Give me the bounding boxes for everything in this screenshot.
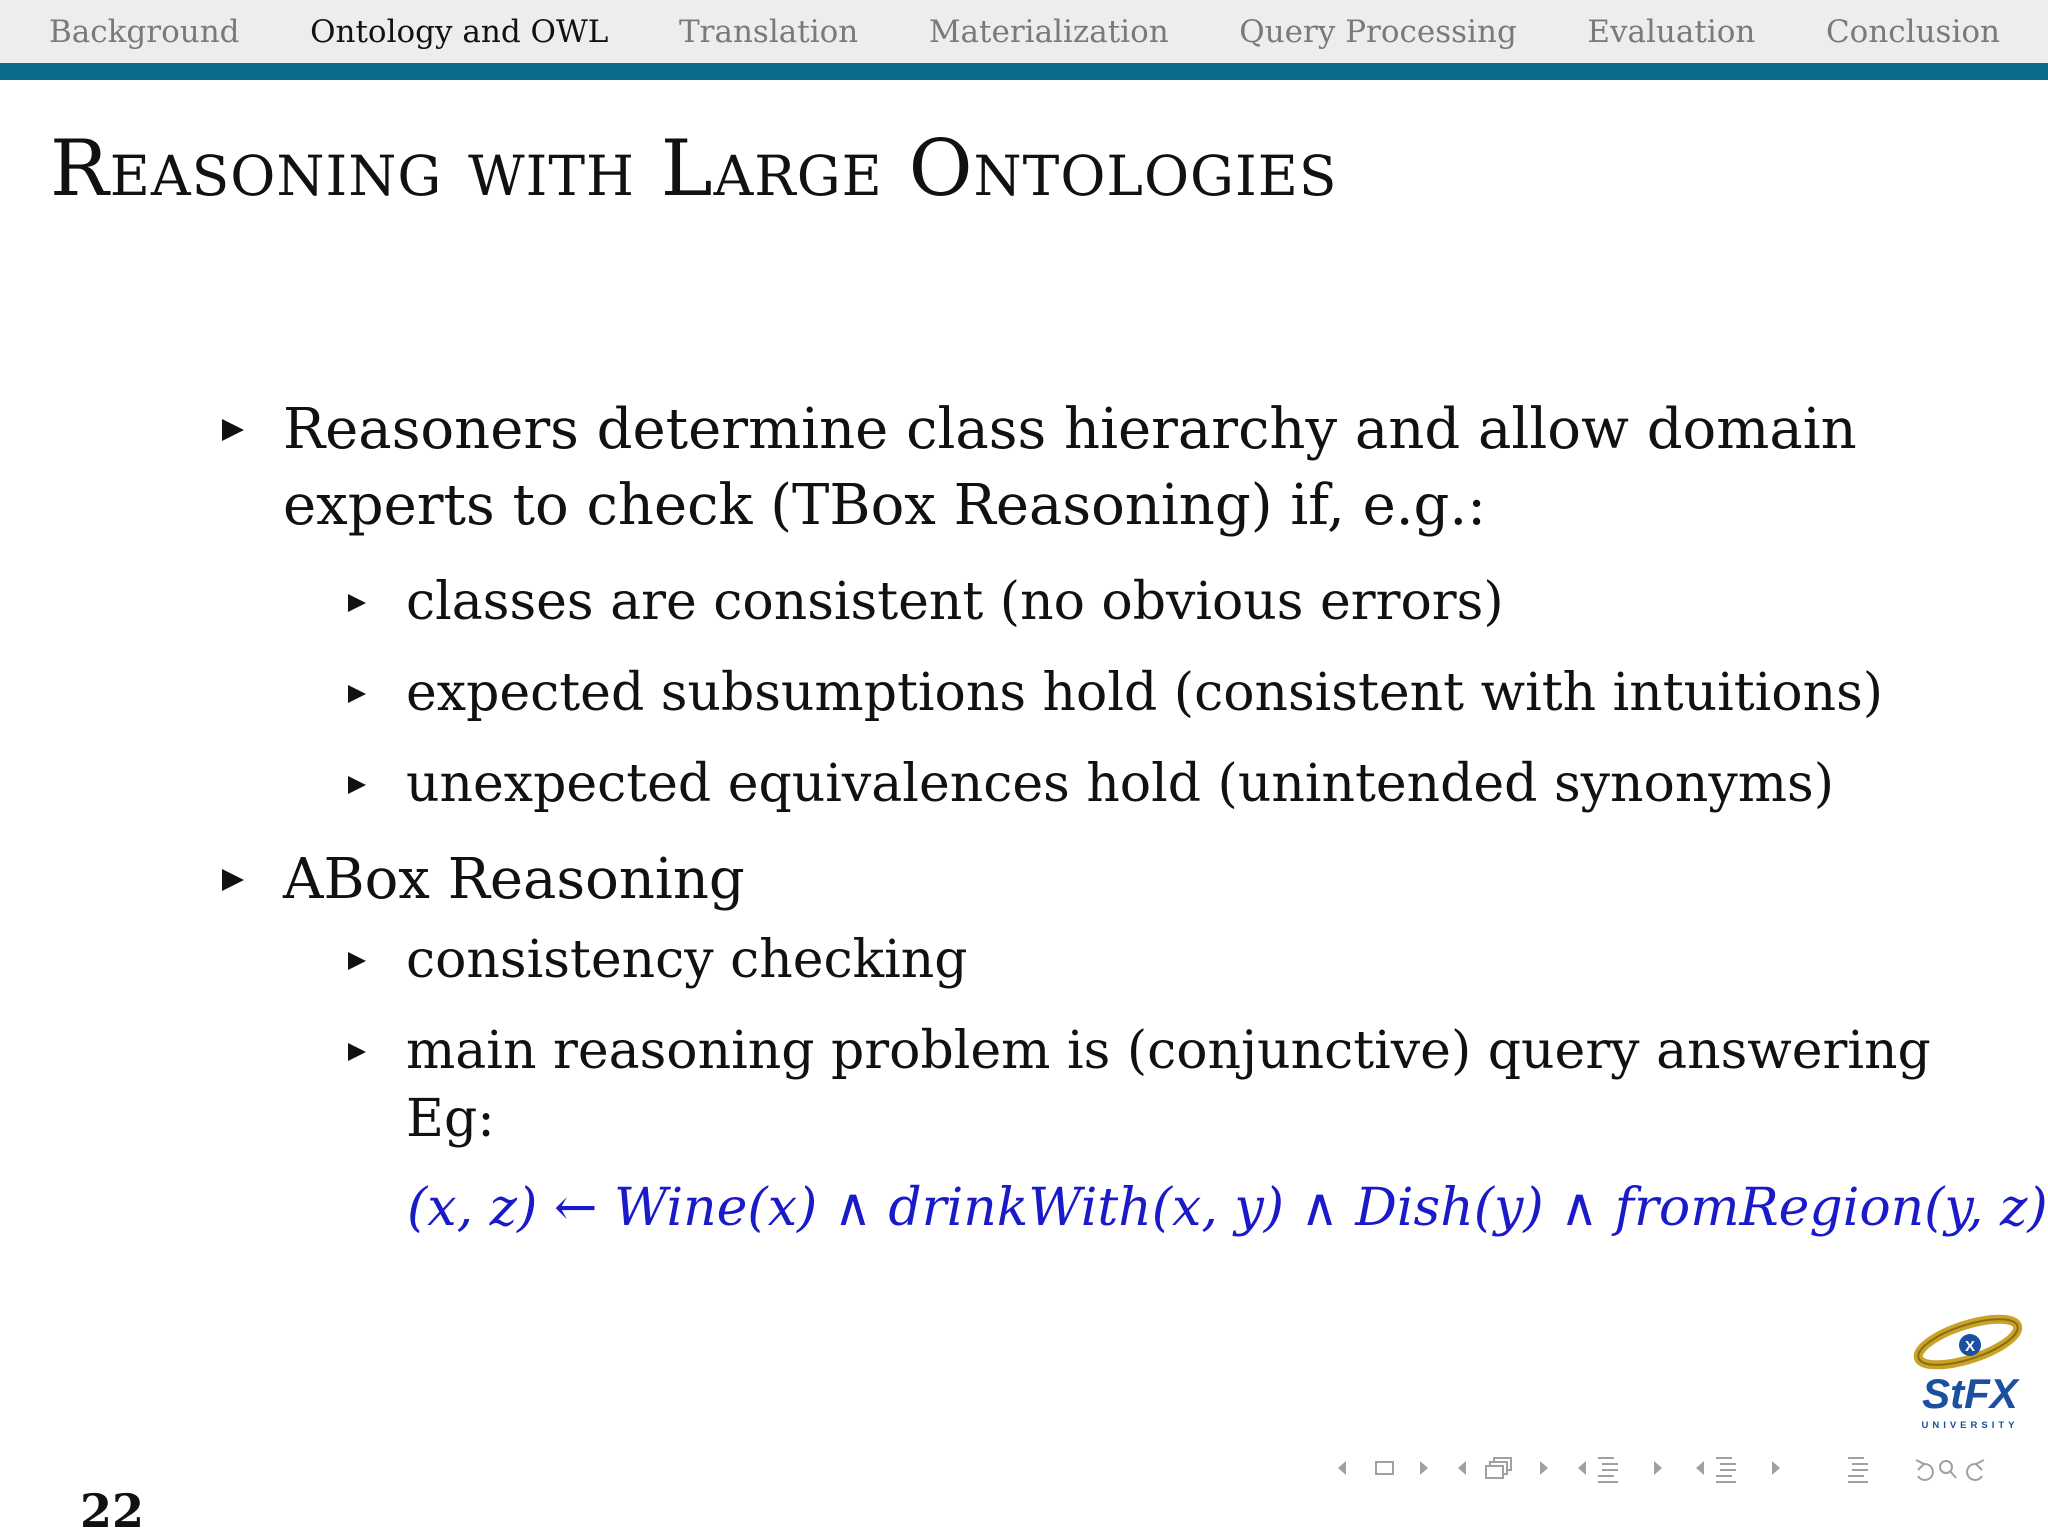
bullet-1-line-1: Reasoners determine class hierarchy and allow domain [283,397,1857,462]
next-subsection-icon[interactable] [1540,1461,1548,1475]
next-frame-icon[interactable] [1420,1461,1428,1475]
tab-materialization[interactable]: Materialization [928,13,1169,50]
previous-section-icon[interactable] [1578,1461,1586,1475]
sub-bullet-icon [348,776,366,794]
sub-bullet-icon [348,685,366,703]
sub-bullet-2-1: consistency checking [406,930,968,990]
sub-bullet-1-3: unexpected equivalences hold (unintended synonyms) [406,754,1834,814]
bullet-icon [222,869,244,891]
accent-bar [0,63,2048,80]
section-2-icon [1716,1458,1736,1482]
query-formula: (x, z) ← Wine(x) ∧ drinkWith(x, y) ∧ Dish(y) ∧ fromRegion(y, z) [407,1178,2048,1238]
sub-bullet-2-2: main reasoning problem is (conjunctive) query answering [406,1021,1931,1081]
frame-icon [1376,1462,1393,1474]
document-outline-icon[interactable] [1848,1458,1868,1482]
sub-bullet-icon [348,952,366,970]
beamer-navigation-symbols [1334,1450,2034,1486]
next-section-icon[interactable] [1654,1461,1662,1475]
tab-ontology-and-owl[interactable]: Ontology and OWL [310,13,609,50]
search-icon[interactable] [1940,1461,1956,1478]
tab-background[interactable]: Background [49,13,240,50]
forward-icon[interactable] [1967,1460,1984,1480]
section-icon [1598,1458,1618,1482]
slide-title: Reasoning with Large Ontologies [50,124,1338,214]
sub-bullet-icon [348,594,366,612]
svg-text:UNIVERSITY: UNIVERSITY [1921,1420,2019,1431]
tab-conclusion[interactable]: Conclusion [1825,13,2000,50]
previous-subsection-icon[interactable] [1458,1461,1466,1475]
section-navigation-bar [0,0,2048,63]
svg-text:X: X [1964,1338,1976,1355]
stfx-university-logo [1906,1312,2036,1438]
previous-section-2-icon[interactable] [1696,1461,1704,1475]
next-section-2-icon[interactable] [1772,1461,1780,1475]
bullet-1-line-2: experts to check (TBox Reasoning) if, e.g.: [283,473,1487,538]
svg-text:StFX: StFX [1922,1370,2018,1417]
tab-evaluation[interactable]: Evaluation [1587,13,1756,50]
tab-query-processing[interactable]: Query Processing [1239,13,1517,50]
sub-bullet-icon [348,1043,366,1061]
bullet-2-line-1: ABox Reasoning [283,847,745,912]
sub-bullet-2-2-continuation: Eg: [406,1089,495,1149]
back-icon[interactable] [1916,1460,1933,1480]
sub-bullet-1-2: expected subsumptions hold (consistent with intuitions) [406,663,1884,723]
previous-frame-icon[interactable] [1338,1461,1346,1475]
sub-bullet-1-1: classes are consistent (no obvious errors) [406,572,1504,632]
page-number: 22 [80,1484,145,1538]
subsection-icon [1486,1458,1511,1478]
tab-translation[interactable]: Translation [678,13,859,50]
bullet-icon [222,419,244,441]
